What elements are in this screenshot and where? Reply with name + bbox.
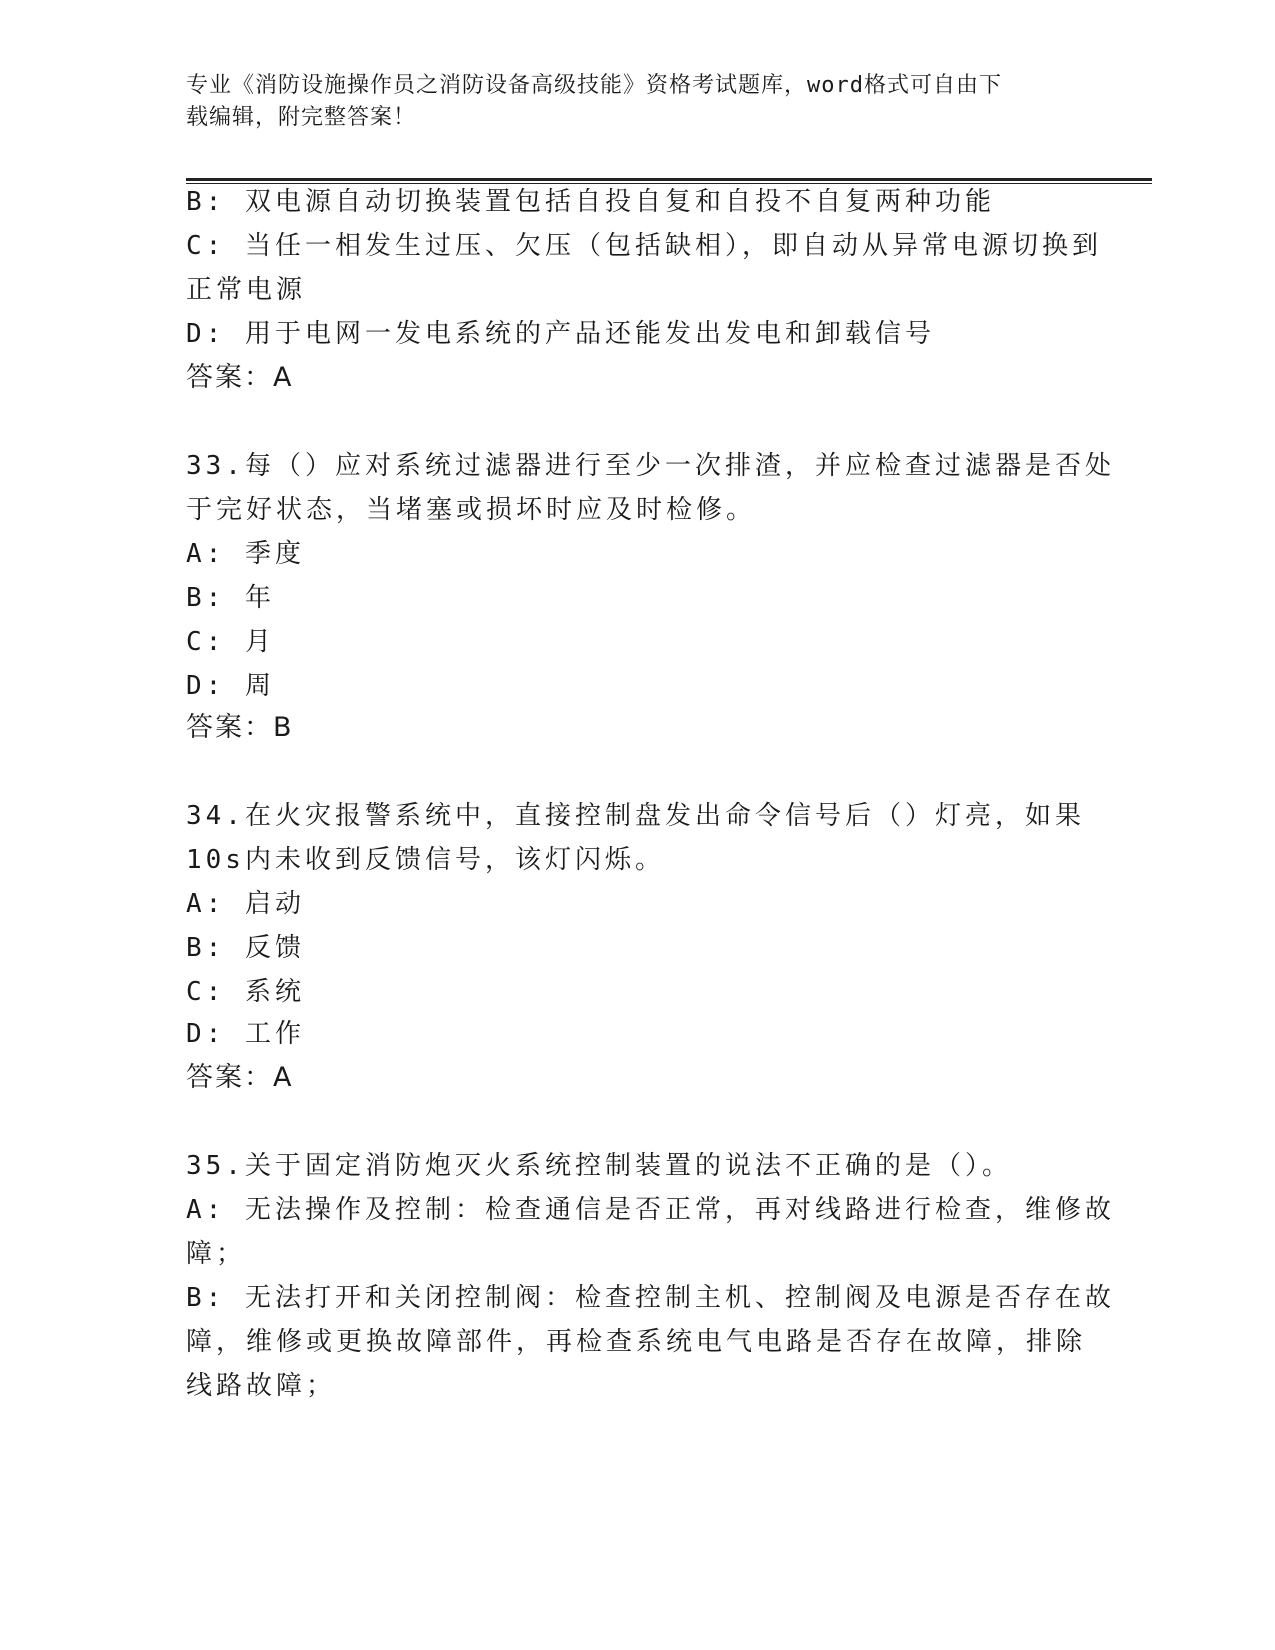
header-line-1: 专业《消防设施操作员之消防设备高级技能》资格考试题库，word格式可自由下 (186, 73, 1002, 98)
q35-option-b (186, 1282, 1115, 1314)
q35-option-b-cont-1: 障，维修或更换故障部件，再检查系统电气电路是否存在故障，排除 (186, 1327, 1087, 1357)
option-label: A: (186, 539, 226, 569)
q33-option-d (186, 670, 275, 702)
q34-stem: 34.在火灾报警系统中，直接控制盘发出命令信号后（）灯亮，如果 (186, 801, 1085, 831)
option-label: B: (186, 187, 226, 217)
q35-option-b-cont-2: 线路故障； (186, 1371, 337, 1401)
option-text: 季度 (244, 539, 305, 569)
q32-option-b (186, 186, 995, 218)
q33-option-b (186, 582, 275, 614)
header-line-2: 载编辑，附完整答案！ (186, 105, 417, 130)
q33-stem-cont: 于完好状态，当堵塞或损坏时应及时检修。 (186, 495, 757, 525)
option-text: 反馈 (244, 933, 305, 963)
option-text: 用于电网一发电系统的产品还能发出发电和卸载信号 (244, 319, 935, 349)
q32-answer: 答案：A (186, 362, 294, 393)
q32-option-c (186, 230, 1102, 262)
option-text: 月 (244, 627, 275, 657)
option-text: 无法操作及控制：检查通信是否正常，再对线路进行检查，维修故 (244, 1195, 1115, 1225)
q33-option-c (186, 626, 275, 658)
q35-option-a-cont: 障； (186, 1239, 247, 1269)
q34-stem-cont: 10s内未收到反馈信号，该灯闪烁。 (186, 845, 665, 875)
option-label: A: (186, 1195, 226, 1225)
q34-option-a (186, 888, 305, 920)
option-label: C: (186, 627, 226, 657)
header-rule-thick (186, 178, 1152, 181)
option-label: B: (186, 933, 226, 963)
option-label: D: (186, 319, 226, 349)
option-text: 启动 (244, 889, 305, 919)
q34-option-b (186, 932, 305, 964)
header-rule-thin (186, 183, 1152, 184)
q33-stem: 33.每（）应对系统过滤器进行至少一次排渣，并应检查过滤器是否处 (186, 451, 1115, 481)
option-text: 年 (244, 583, 275, 613)
option-label: C: (186, 231, 226, 261)
q35-stem: 35.关于固定消防炮灭火系统控制装置的说法不正确的是（）。 (186, 1151, 1012, 1181)
option-label: D: (186, 671, 226, 701)
option-text: 双电源自动切换装置包括自投自复和自投不自复两种功能 (244, 187, 995, 217)
q33-option-a (186, 538, 305, 570)
option-label: A: (186, 889, 226, 919)
q34-answer: 答案：A (186, 1062, 294, 1093)
option-text: 工作 (244, 1019, 305, 1049)
q34-option-c (186, 976, 305, 1008)
q33-answer: 答案：B (186, 712, 294, 743)
q32-option-d (186, 318, 935, 350)
option-text: 当任一相发生过压、欠压（包括缺相），即自动从异常电源切换到 (244, 231, 1102, 261)
option-text: 正常电源 (186, 275, 307, 305)
option-label: C: (186, 977, 226, 1007)
q34-option-d (186, 1018, 305, 1050)
document-header (186, 70, 1066, 134)
q32-option-c-cont (186, 274, 306, 306)
option-label: D: (186, 1019, 226, 1049)
option-text: 无法打开和关闭控制阀：检查控制主机、控制阀及电源是否存在故 (244, 1283, 1115, 1313)
option-text: 系统 (244, 977, 305, 1007)
q35-option-a (186, 1194, 1115, 1226)
option-text: 周 (244, 671, 275, 701)
option-label: B: (186, 583, 226, 613)
option-label: B: (186, 1283, 226, 1313)
